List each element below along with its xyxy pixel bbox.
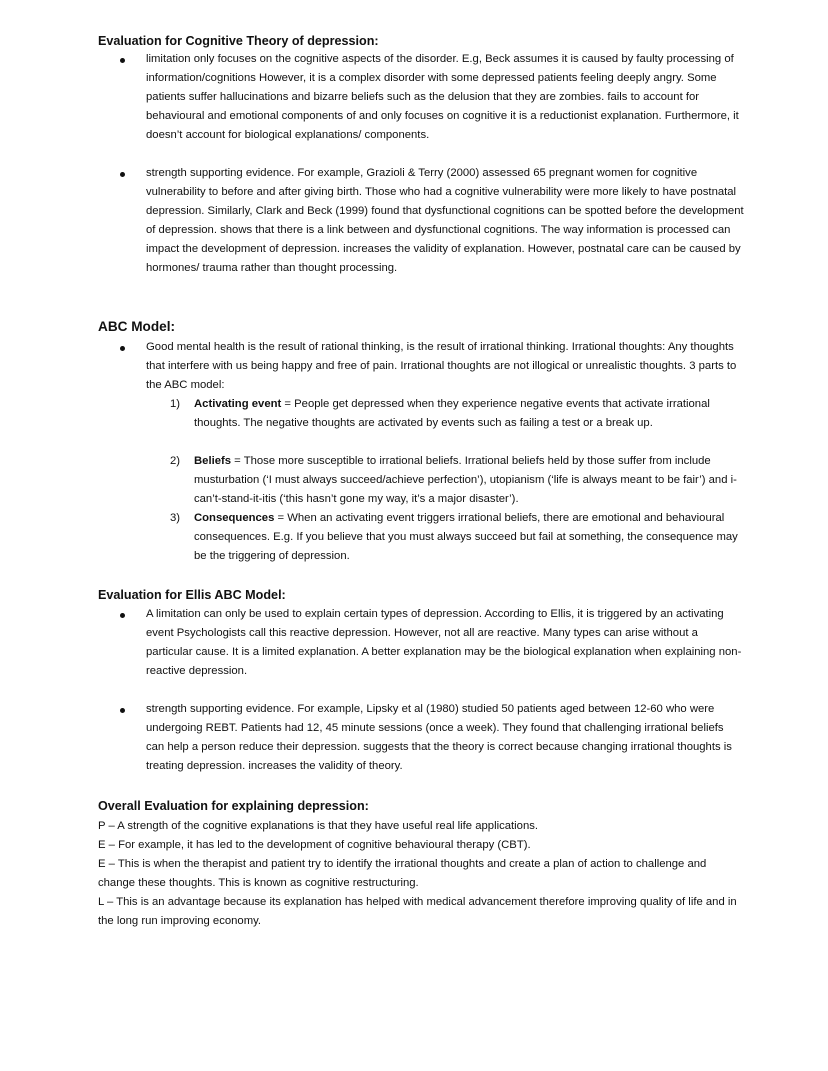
list-number: 3) <box>170 512 181 524</box>
ellis-eval-heading: Evaluation for Ellis ABC Model: <box>98 588 286 602</box>
abc-item-text: = Those more susceptible to irrational beliefs. Irrational beliefs held by those suffer from include musturbation (‘I must always succeed/achieve perfection’), utopianism (‘life is always meant to be fair’) and i-can’t-stand-it-itis (‘this hasn’t gone my way, it’s a major disaster’). <box>194 455 737 505</box>
cognitive-eval-heading: Evaluation for Cognitive Theory of depression: <box>98 34 379 48</box>
bullet-icon <box>119 345 127 353</box>
overall-eval-point: P – A strength of the cognitive explanations is that they have useful real life applications. <box>98 820 539 832</box>
term-consequences: Consequences <box>194 512 275 524</box>
term-beliefs: Beliefs <box>194 455 232 467</box>
abc-item-text: = People get depressed when they experience negative events that activate irrational thoughts. The negative thoughts are activated by events such as failing a test or a break up. <box>194 398 710 429</box>
overall-eval-link: L – This is an advantage because its explanation has helped with medical advancement therefore improving quality of life and in the long run improving economy. <box>98 896 737 927</box>
bullet-icon <box>119 57 127 65</box>
abc-model-heading: ABC Model: <box>98 319 176 334</box>
cognitive-eval-bullet-2: strength supporting evidence. For example, Grazioli & Terry (2000) assessed 65 pregnant women for cognitive vulnerability to before and after giving birth. Those who had a cognitive vulnerability were more likely to have postnatal depression. Similarly, Clark and Beck (1999) found that dysfunctional cognitions can be spotted before the development of depression. shows that there is a link between and dysfunctional cognitions. The way information is processed can impact the development of depression. increases the validity of explanation. However, postnatal care can be caused by hormones/ trauma rather than thought processing. <box>146 167 744 274</box>
ellis-eval-bullet-1: A limitation can only be used to explain certain types of depression. According to Ellis, it is triggered by an activating event Psychologists call this reactive depression. However, not all are reactive. Many types can arise without a particular cause. It is a limited explanation. A better explanation may be the biological explanation when explaining non-reactive depression. <box>146 608 742 677</box>
list-number: 1) <box>170 398 181 410</box>
term-activating-event: Activating event <box>194 398 282 410</box>
overall-eval-evidence: E – For example, it has led to the development of cognitive behavioural therapy (CBT). <box>98 839 531 851</box>
overall-eval-explain: E – This is when the therapist and patient try to identify the irrational thoughts and create a plan of action to challenge and change these thoughts. This is known as cognitive restructuring. <box>98 858 707 889</box>
list-number: 2) <box>170 455 181 467</box>
abc-model-intro: Good mental health is the result of rational thinking, is the result of irrational thinking. Irrational thoughts: Any thoughts that interfere with us being happy and free of pain. Irrational thoughts are not illogical or unrealistic thoughts. 3 parts to the ABC model: <box>146 341 737 391</box>
abc-item-beliefs <box>194 452 742 509</box>
bullet-icon <box>119 707 127 715</box>
bullet-icon <box>119 612 127 620</box>
abc-item-consequences <box>194 509 742 566</box>
abc-item-text: = When an activating event triggers irrational beliefs, there are emotional and behavioural consequences. E.g. If you believe that you must always succeed but fail at something, the consequence may be the triggering of depression. <box>194 512 738 562</box>
ellis-eval-bullet-2: strength supporting evidence. For example, Lipsky et al (1980) studied 50 patients aged between 12-60 who were undergoing REBT. Patients had 12, 45 minute sessions (once a week). They found that challenging irrational beliefs can help a person reduce their depression. suggests that the theory is correct because changing irrational thoughts is treating depression. increases the validity of theory. <box>146 703 732 772</box>
bullet-icon <box>119 171 127 179</box>
abc-item-activating-event <box>194 395 742 433</box>
cognitive-eval-bullet-1: limitation only focuses on the cognitive aspects of the disorder. E.g, Beck assumes it is caused by faulty processing of information/cognitions However, it is a complex disorder with some depressed patients feeling deeply angry. Some patients suffer hallucinations and bizarre beliefs such as the delusion that they are zombies. fails to account for behavioural and emotional components of and only focuses on cognitive it is a reductionist explanation. Furthermore, it doesn’t account for biological explanations/ components. <box>146 53 739 141</box>
overall-eval-heading: Overall Evaluation for explaining depression: <box>98 799 369 813</box>
